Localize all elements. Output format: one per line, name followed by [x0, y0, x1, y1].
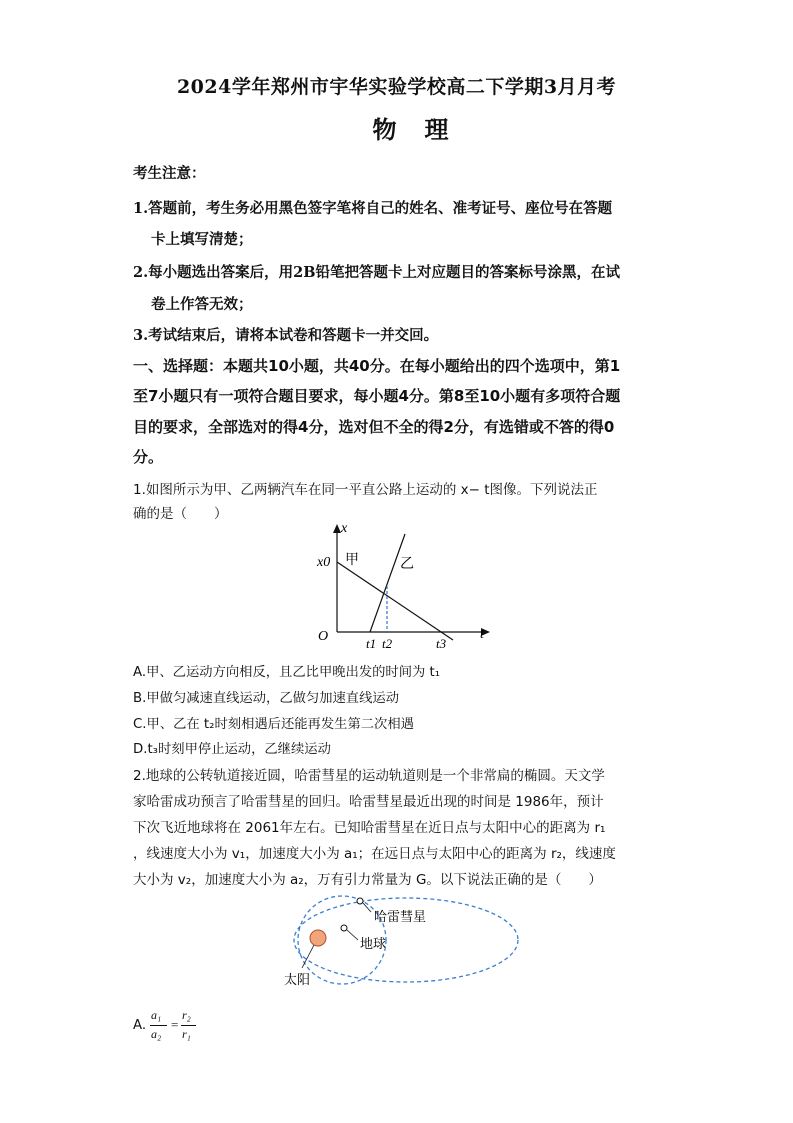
q2-stem-line-3: 下次飞近地球将在 2061年左右。已知哈雷彗星在近日点与太阳中心的距离为 r₁ [133, 820, 606, 836]
section-line-4: 分。 [133, 448, 164, 466]
q1-stem-line-1: 1.如图所示为甲、乙两辆汽车在同一平直公路上运动的 x− t图像。下列说法正 [133, 482, 598, 498]
frac-right-denominator: r₁ [182, 1027, 191, 1041]
origin-label: O [318, 629, 329, 644]
frac-left-numerator: a₁ [151, 1008, 162, 1022]
q1-stem-line-2: 确的是（ ） [133, 506, 228, 522]
jia-label: 甲 [345, 552, 359, 568]
t3-label: t3 [436, 636, 447, 651]
notice-item-1-cont: 卡上填写清楚； [151, 231, 253, 248]
q2-stem-line-5: 大小为 v₂，加速度大小为 a₂，万有引力常量为 G。以下说法正确的是（ ） [133, 872, 602, 888]
notice-item-1: 1.答题前，考生务必用黑色签字笔将自己的姓名、准考证号、座位号在答题 [133, 200, 613, 217]
exam-title: 2024学年郑州市宇华实验学校高二下学期3月月考 [176, 76, 617, 98]
notice-item-2-cont: 卷上作答无效； [151, 296, 253, 313]
q1-xt-graph [300, 518, 500, 658]
q2-option-a-label: A. [133, 1018, 147, 1033]
section-line-1: 一、选择题：本题共10小题，共40分。在每小题给出的四个选项中，第1 [133, 357, 621, 375]
frac-right-numerator: r₂ [182, 1008, 191, 1022]
t1-label: t1 [366, 636, 377, 651]
notice-item-3: 3.考试结束后，请将本试卷和答题卡一并交回。 [133, 327, 439, 344]
section-line-2: 至7小题只有一项符合题目要求，每小题4分。第8至10小题有多项符合题 [133, 387, 621, 405]
comet-label: 哈雷彗星 [374, 910, 427, 925]
equals-sign: = [171, 1017, 179, 1032]
q2-stem-line-1: 2.地球的公转轨道接近圆，哈雷彗星的运动轨道则是一个非常扁的椭圆。天文学 [133, 768, 605, 784]
earth-pointer [347, 930, 358, 940]
q2-stem-line-2: 家哈雷成功预言了哈雷彗星的回归。哈雷彗星最近出现的时间是 1986年，预计 [133, 794, 604, 810]
q1-option-d: D.t₃时刻甲停止运动，乙继续运动 [133, 742, 331, 757]
x0-label: x0 [317, 555, 331, 570]
q1-option-b: B.甲做匀减速直线运动，乙做匀加速直线运动 [133, 691, 399, 706]
notice-item-2: 2.每小题选出答案后，用2B铅笔把答题卡上对应题目的答案标号涂黑，在试 [133, 264, 620, 281]
frac-left-bar [150, 1025, 167, 1026]
x-axis-arrow [333, 524, 341, 533]
q1-option-c: C.甲、乙在 t₂时刻相遇后还能再发生第二次相遇 [133, 717, 414, 732]
frac-left-denominator: a₂ [151, 1027, 162, 1041]
sun-label: 太阳 [284, 973, 311, 988]
earth-icon [341, 925, 347, 931]
subject-title: 物理 [372, 115, 477, 144]
yi-label: 乙 [400, 556, 414, 572]
x-axis-label: x [341, 521, 348, 536]
sun-icon [310, 930, 326, 946]
earth-label: 地球 [360, 937, 387, 952]
line-jia [337, 562, 453, 640]
comet-icon [357, 898, 363, 904]
t2-label: t2 [382, 636, 393, 651]
frac-right-bar [181, 1025, 196, 1026]
q2-orbit-diagram [278, 890, 528, 1000]
notice-heading: 考生注意： [133, 165, 206, 182]
q2-stem-line-4: ，线速度大小为 v₁，加速度大小为 a₁；在远日点与太阳中心的距离为 r₂，线速度 [133, 846, 616, 862]
section-line-3: 目的要求，全部选对的得4分，选对但不全的得2分，有选错或不答的得0 [133, 418, 615, 436]
t-axis-label: t [480, 627, 484, 642]
q1-option-a: A.甲、乙运动方向相反，且乙比甲晚出发的时间为 t₁ [133, 665, 441, 680]
q2-option-a [133, 1010, 253, 1044]
